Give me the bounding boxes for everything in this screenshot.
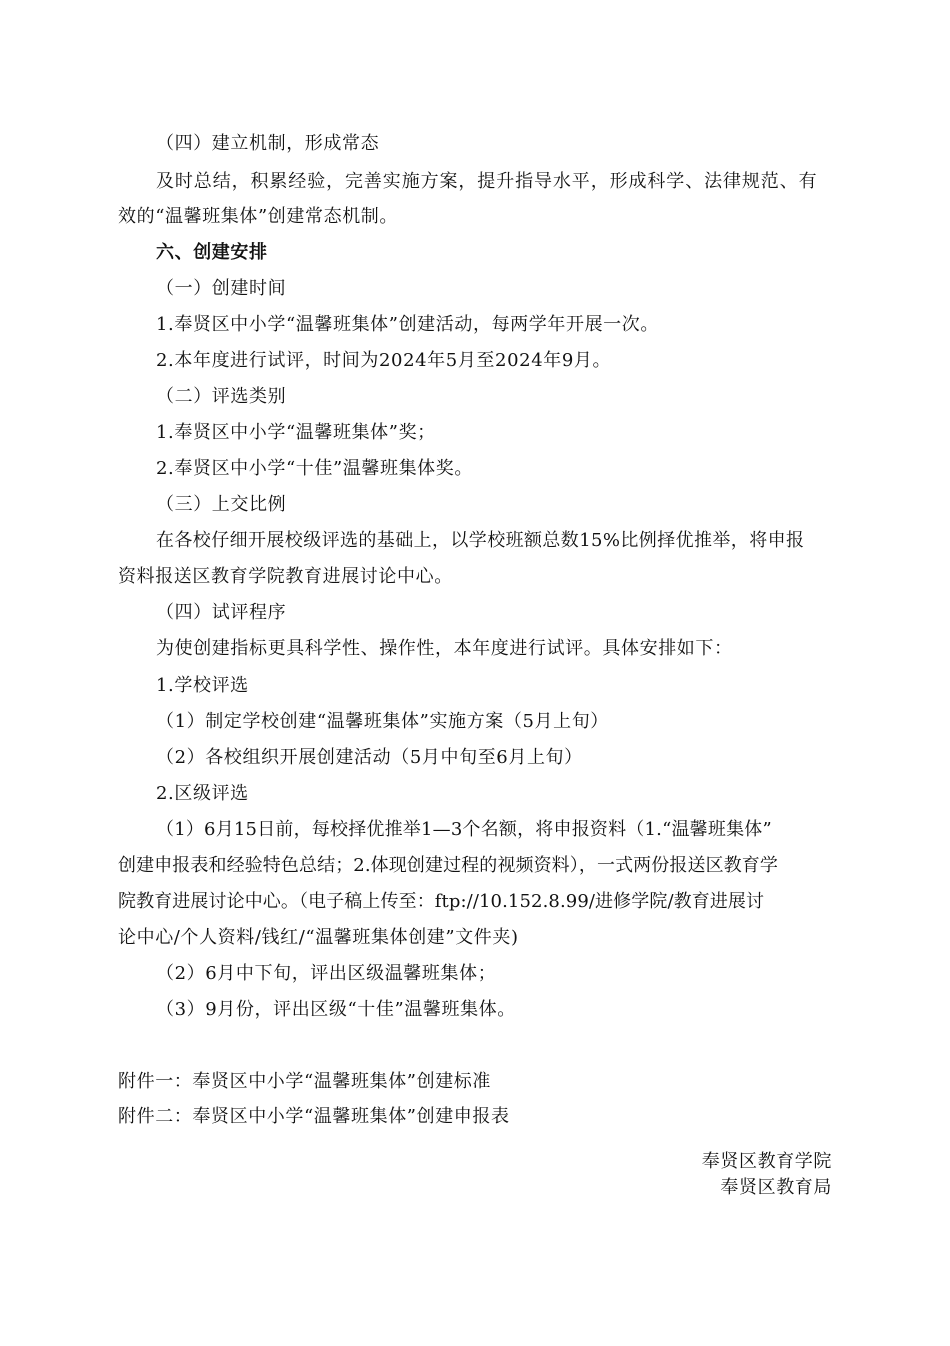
paragraph-line: （1）6月15日前，每校择优推举1—3个名额，将申报资料（1.“温馨班集体” — [156, 819, 772, 840]
list-item: 2.本年度进行试评，时间为2024年5月至2024年9月。 — [156, 350, 612, 371]
section-heading-mechanism: （四）建立机制，形成常态 — [156, 133, 380, 154]
list-item: （1）制定学校创建“温馨班集体”实施方案（5月上旬） — [156, 711, 609, 732]
list-item: 1.奉贤区中小学“温馨班集体”创建活动，每两学年开展一次。 — [156, 314, 659, 335]
paragraph-line: 在各校仔细开展校级评选的基础上，以学校班额总数15%比例择优推举，将申报 — [156, 530, 805, 551]
signature-bureau: 奉贤区教育局 — [720, 1177, 832, 1198]
paragraph-line: 创建申报表和经验特色总结；2.体现创建过程的视频资料），一式两份报送区教育学 — [118, 855, 778, 876]
list-item: 2.奉贤区中小学“十佳”温馨班集体奖。 — [156, 458, 473, 479]
paragraph-line: 为使创建指标更具科学性、操作性，本年度进行试评。具体安排如下： — [156, 638, 733, 659]
paragraph-line: 及时总结，积累经验，完善实施方案，提升指导水平，形成科学、法律规范、有 — [156, 171, 818, 192]
attachment-one: 附件一：奉贤区中小学“温馨班集体”创建标准 — [118, 1071, 492, 1092]
subsection-heading: （四）试评程序 — [156, 602, 287, 623]
paragraph-line: 资料报送区教育学院教育进展讨论中心。 — [118, 566, 453, 587]
subsection-heading: （一）创建时间 — [156, 278, 287, 299]
subsection-heading: （三）上交比例 — [156, 494, 287, 515]
list-item: 2.区级评选 — [156, 783, 249, 804]
attachment-two: 附件二：奉贤区中小学“温馨班集体”创建申报表 — [118, 1106, 510, 1127]
list-item: （2）各校组织开展创建活动（5月中旬至6月上旬） — [156, 747, 583, 768]
list-item: 1.学校评选 — [156, 675, 249, 696]
paragraph-line: 效的“温馨班集体”创建常态机制。 — [118, 206, 399, 227]
paragraph-line: 院教育进展讨论中心。（电子稿上传至：ftp://10.152.8.99/进修学院/教育进展讨 — [118, 891, 765, 912]
list-item: 1.奉贤区中小学“温馨班集体”奖； — [156, 422, 436, 443]
list-item: （3）9月份，评出区级“十佳”温馨班集体。 — [156, 999, 516, 1020]
paragraph-line: 论中心/个人资料/钱红/“温馨班集体创建”文件夹) — [118, 927, 519, 948]
list-item: （2）6月中下旬，评出区级温馨班集体； — [156, 963, 497, 984]
section-title-arrangement: 六、创建安排 — [156, 242, 268, 263]
subsection-heading: （二）评选类别 — [156, 386, 287, 407]
signature-institute: 奉贤区教育学院 — [701, 1151, 832, 1172]
